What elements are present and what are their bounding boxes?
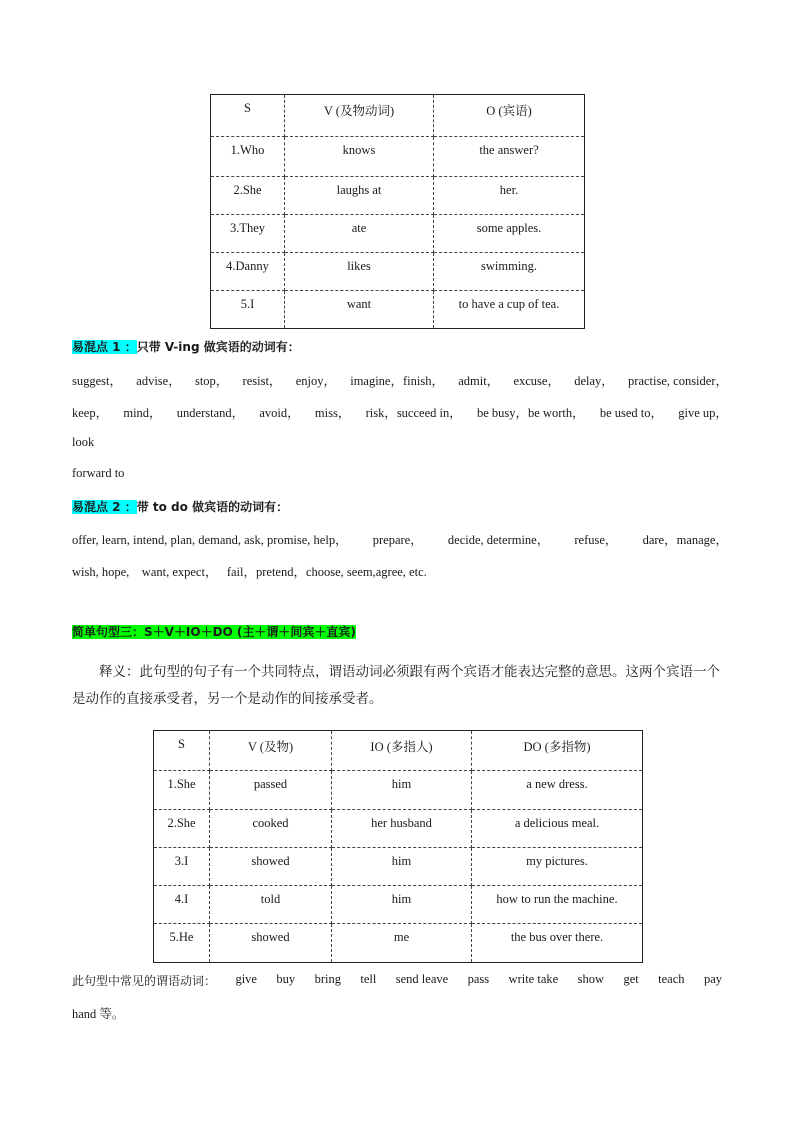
verb-item: understand， (176, 406, 245, 420)
table-cell: to have a cup of tea. (458, 297, 560, 311)
header-cell: S (154, 731, 210, 771)
table-row (211, 177, 585, 215)
table-row (154, 810, 643, 848)
table-cell: knows (285, 137, 434, 177)
table-cell: showed (210, 848, 332, 886)
verb-item: avoid， (259, 406, 300, 420)
table-cell: how to run the machine. (472, 886, 643, 924)
verb-item: advise， (136, 374, 181, 388)
verb-item: refuse， (574, 533, 618, 547)
table-cell: 2.She (154, 810, 210, 848)
table-cell: him (332, 848, 472, 886)
table-row (154, 924, 643, 963)
note1-line3: look (72, 435, 95, 449)
table-cell: a new dress. (472, 771, 643, 810)
table-cell: 1.She (154, 771, 210, 810)
verb-item: excuse， (513, 374, 560, 388)
table-cell: 5.He (154, 924, 210, 963)
table-cell: showed (210, 924, 332, 963)
table-row (211, 215, 585, 253)
header-cell: V (及物) (210, 731, 332, 771)
table-header-row (211, 95, 585, 137)
header-cell: S (211, 95, 285, 137)
table-header-row (154, 731, 643, 771)
table-cell: laughs at (285, 177, 434, 215)
verb-item: miss， (314, 406, 351, 420)
verb-item: delay， (574, 374, 614, 388)
table-row (211, 253, 585, 291)
table-cell: some apples. (434, 215, 585, 253)
common-verbs-label: 此句型中常见的谓语动词： (72, 974, 217, 988)
verb-item: resist， (242, 374, 282, 388)
table-cell: him (332, 886, 472, 924)
verb-item: stop， (194, 374, 229, 388)
verb-item: pay (703, 972, 722, 986)
table-cell: 2.She (211, 177, 285, 215)
header-cell: O (宾语) (434, 95, 585, 137)
note1-line4: forward to (72, 466, 125, 480)
table-cell: told (210, 886, 332, 924)
verb-item: offer, learn, intend, plan, demand, ask, promise, help， (72, 533, 348, 547)
common-verbs-line2: hand 等。 (72, 1007, 125, 1021)
verb-item: dare，manage， (642, 533, 728, 547)
table-cell: her husband (332, 810, 472, 848)
common-verbs-line (72, 972, 722, 989)
note2-line2: wish, hope, want, expect， fail，pretend，choose, seem,agree, etc. (72, 565, 427, 579)
table-cell: 3.They (211, 215, 285, 253)
table-cell: 3.I (154, 848, 210, 886)
verb-item: teach (658, 972, 685, 986)
note1-line1 (72, 371, 728, 389)
table-row (154, 771, 643, 810)
verb-item: get (623, 972, 639, 986)
table-row (154, 848, 643, 886)
table-cell: cooked (210, 810, 332, 848)
table-row (154, 886, 643, 924)
verb-item: decide, determine， (447, 533, 550, 547)
table-row (211, 291, 585, 329)
verb-item: give (235, 972, 257, 986)
table-cell: the bus over there. (510, 930, 604, 944)
verb-item: show (577, 972, 605, 986)
svo-table (210, 94, 585, 329)
verb-item: buy (276, 972, 296, 986)
note2-text: 带 to do 做宾语的动词有： (136, 500, 289, 514)
verb-item: be busy，be worth， (476, 406, 585, 420)
verb-item: suggest， (72, 374, 123, 388)
table-cell: me (332, 924, 472, 963)
section3-heading-text: 简单句型三：S＋V＋IO＋DO (主＋谓＋间宾＋直宾) (72, 625, 356, 639)
note2-heading (72, 498, 288, 515)
table-cell: passed (210, 771, 332, 810)
verb-item: mind， (123, 406, 162, 420)
table-cell: 5.I (211, 291, 285, 329)
verb-item: send leave (395, 972, 449, 986)
header-cell: DO (多指物) (472, 731, 643, 771)
table-cell: him (332, 771, 472, 810)
table-cell: 4.Danny (211, 253, 285, 291)
verb-item: practise, consider， (628, 374, 728, 388)
header-cell: IO (多指人) (332, 731, 472, 771)
verb-item: enjoy， (295, 374, 336, 388)
svioda-table (153, 730, 643, 963)
table-cell: 4.I (154, 886, 210, 924)
section3-heading (72, 623, 356, 640)
verb-item: be used to， (599, 406, 663, 420)
table-cell: a delicious meal. (472, 810, 643, 848)
note1-heading (72, 338, 300, 355)
table-cell: the answer? (434, 137, 585, 177)
verb-item: risk，succeed in， (365, 406, 462, 420)
table-cell: 1.Who (211, 137, 285, 177)
verb-item: prepare， (372, 533, 423, 547)
note1-text: 只带 V-ing 做宾语的动词有： (136, 340, 300, 354)
table-cell: want (285, 291, 434, 329)
table-cell: her. (434, 177, 585, 215)
verb-item: imagine，finish， (350, 374, 444, 388)
table-row (211, 137, 585, 177)
verb-item: tell (360, 972, 377, 986)
header-cell: V (及物动词) (285, 95, 434, 137)
table-cell: swimming. (434, 253, 585, 291)
verb-item: keep， (72, 406, 109, 420)
verb-item: give up， (678, 406, 728, 420)
table-cell: likes (285, 253, 434, 291)
note2-line1 (72, 530, 728, 548)
note2-label: 易混点 2 ： (72, 500, 137, 514)
verb-item: pass (467, 972, 490, 986)
note1-label: 易混点 1 ： (72, 340, 137, 354)
section3-paragraph: 释义：此句型的句子有一个共同特点，谓语动词必须跟有两个宾语才能表达完整的意思。这两个宾语一个是动作的直接承受者，另一个是动作的间接承受者。 (72, 664, 720, 707)
note1-line2 (72, 403, 728, 421)
verb-item: write take (508, 972, 559, 986)
table-cell: my pictures. (472, 848, 643, 886)
verb-item: admit， (458, 374, 500, 388)
verb-item: bring (314, 972, 341, 986)
table-cell: ate (285, 215, 434, 253)
